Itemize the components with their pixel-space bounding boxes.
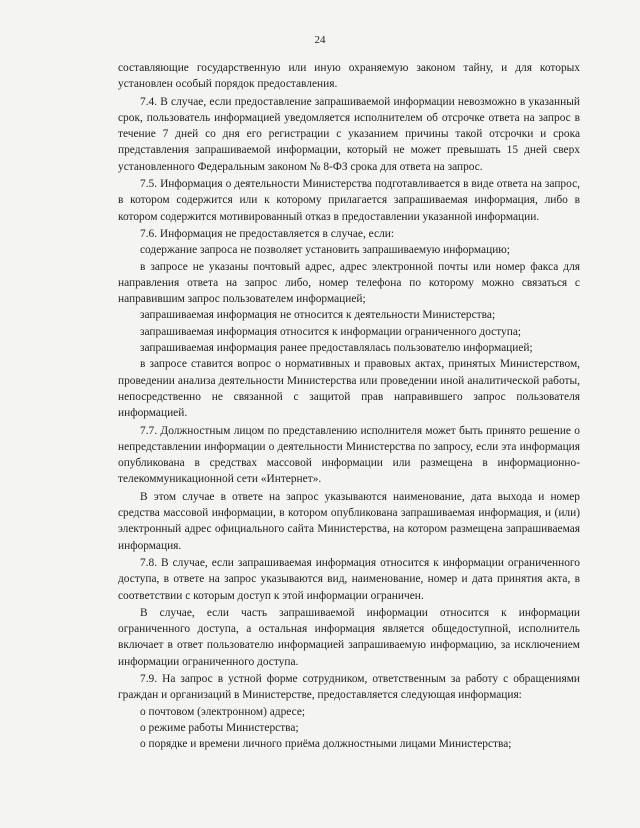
list-item: запрашиваемая информация не относится к деятельности Министерства; (140, 309, 496, 322)
list-item: содержание запроса не позволяет установить запрашиваемую информацию; (140, 244, 510, 257)
list-item: в запросе ставится вопрос о нормативных и правовых актах, принятых Министерством, проведении анализа деятельности Министерства или проведении иной аналитической работы, непосредственно не связанной с защитой прав направившего запрос пользователя информацией. (118, 358, 580, 420)
page-number: 24 (314, 34, 326, 46)
paragraph-7-8: 7.8. В случае, если запрашиваемая информация относится к информации ограниченного доступа, в ответе на запрос указываются вид, наименование, номер и дата принятия акта, в соответствии с которым доступ к этой информации ограничен. (118, 556, 580, 602)
paragraph-7-6: 7.6. Информация не предоставляется в случае, если: (140, 227, 395, 240)
paragraph-7-5: 7.5. Информация о деятельности Министерства подготавливается в виде ответа на запрос, в котором содержится или к которому прилагается запрашиваемая информация, либо в котором содержится мотивированный отказ в предоставлении указанной информации. (118, 178, 580, 223)
paragraph-7-7: 7.7. Должностным лицом по представлению исполнителя может быть принято решение о непредставлении информации о деятельности Министерства по запросу, если эта информация опубликована в средствах массовой информации или размещена в информационно-телекоммуникационной сети «Интернет». (118, 424, 580, 486)
list-item: о порядке и времени личного приёма должностными лицами Министерства; (140, 738, 512, 751)
list-item: о почтовом (электронном) адресе; (140, 705, 306, 718)
list-item: запрашиваемая информация ранее предоставлялась пользователю информацией; (140, 342, 533, 355)
paragraph-7-4: 7.4. В случае, если предоставление запрашиваемой информации невозможно в указанный срок, пользователь информацией уведомляется исполнителем об отсрочке ответа на запрос в течение 7 дней со дня его регистрации с указанием причины такой отсрочки и срока представления запрашиваемой информации, который не может превышать 15 дней сверх установленного Федеральным законом № 8-ФЗ срока для ответа на запрос. (118, 95, 580, 173)
paragraph-7-9: 7.9. На запрос в устной форме сотрудником, ответственным за работу с обращениями граждан и организаций в Министерстве, предоставляется следующая информация: (118, 672, 580, 702)
list-item: о режиме работы Министерства; (140, 721, 299, 734)
document-body (118, 60, 580, 752)
paragraph-continuation: составляющие государственную или иную охраняемую законом тайну, и для которых установлен особый порядок предоставления. (118, 62, 580, 91)
list-item: в запросе не указаны почтовый адрес, адрес электронной почты или номер факса для направления ответа на запрос либо, номер телефона по которому можно связаться с направившим запрос пользователем информацией; (118, 260, 580, 306)
paragraph-7-7-continued: В этом случае в ответе на запрос указываются наименование, дата выхода и номер средства массовой информации, в котором опубликована запрашиваемая информация, и (или) электронный адрес официального сайта Министерства, на котором размещена запрашиваемая информация. (118, 490, 580, 552)
paragraph-7-8-continued: В случае, если часть запрашиваемой информации относится к информации ограниченного доступа, а остальная информация является общедоступной, исполнитель включает в ответ пользователю информацией запрашиваемую информацию, за исключением информации ограниченного доступа. (118, 606, 580, 668)
list-item: запрашиваемая информация относится к информации ограниченного доступа; (140, 325, 522, 338)
